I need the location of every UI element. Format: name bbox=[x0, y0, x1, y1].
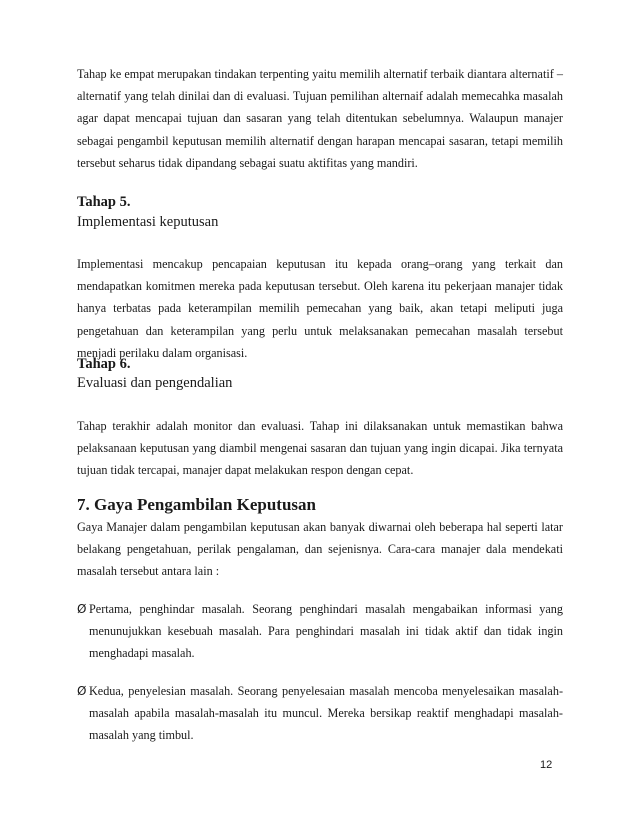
stage-6-subtitle: Evaluasi dan pengendalian bbox=[77, 375, 233, 391]
section-7-paragraph: Gaya Manajer dalam pengambilan keputusan akan banyak diwarnai oleh beberapa hal seperti latar belakang pengetahuan, perilak pengalaman, dan sejenisnya. Cara-cara manajer dala mendekati masalah tersebut antara lain : bbox=[77, 520, 563, 579]
stage-5-title: Tahap 5. bbox=[77, 194, 131, 210]
bullet-item bbox=[77, 598, 563, 665]
stage-5-subtitle: Implementasi keputusan bbox=[77, 214, 219, 230]
bullet-text: Pertama, penghindar masalah. Seorang penghindari masalah mengabaikan informasi yang menunujukkan kesebuah masalah. Para penghindari masalah ini tidak aktif dan tidak ingin menghadapi masalah. bbox=[89, 602, 563, 661]
stage-6-title: Tahap 6. bbox=[77, 356, 131, 372]
page-number: 12 bbox=[540, 759, 553, 771]
stage-6-paragraph: Tahap terakhir adalah monitor dan evaluasi. Tahap ini dilaksanakan untuk memastikan bahwa pelaksanaan keputusan yang diambil mengenai sasaran dan tujuan yang ingin dicapai. Jika ternyata tujuan tidak tercapai, manajer dapat melakukan respon dengan cepat. bbox=[77, 419, 563, 478]
bullet-item bbox=[77, 680, 563, 747]
intro-paragraph: Tahap ke empat merupakan tindakan terpenting yaitu memilih alternatif terbaik diantara alternatif – alternatif yang telah dinilai dan di evaluasi. Tujuan pemilihan alternaif adalah memecahka masalah agar dapat mencapai tujuan dan sasaran yang telah ditentukan sebelumnya. Walaupun manajer sebagai pengambil keputusan memilih alternatif dengan harapan mencapai sasaran, tetapi memilih tersebut seharus tidak dipandang sebagai suatu aktifitas yang mandiri. bbox=[77, 67, 563, 170]
bullet-text: Kedua, penyelesian masalah. Seorang penyelesaian masalah mencoba menyelesaikan masalah-masalah apabila masalah-masalah itu muncul. Mereka bersikap reaktif menghadapi masalah-masalah yang timbul. bbox=[89, 684, 563, 743]
section-7-title: 7. Gaya Pengambilan Keputusan bbox=[77, 495, 316, 514]
bullet-arrow-icon: Ø bbox=[77, 602, 87, 616]
bullet-arrow-icon: Ø bbox=[77, 684, 87, 698]
stage-5-paragraph: Implementasi mencakup pencapaian keputusan itu kepada orang–orang yang terkait dan mendapatkan komitmen mereka pada keputusan tersebut. Oleh karena itu pekerjaan manajer tidak hanya terbatas pada keterampilan memilih pemecahan yang baik, akan tetapi meliputi juga pengetahuan dan keterampilan yang perlu untuk melaksanakan pemecahan masalah tersebut menjadi perilaku dalam organisasi. bbox=[77, 257, 563, 360]
